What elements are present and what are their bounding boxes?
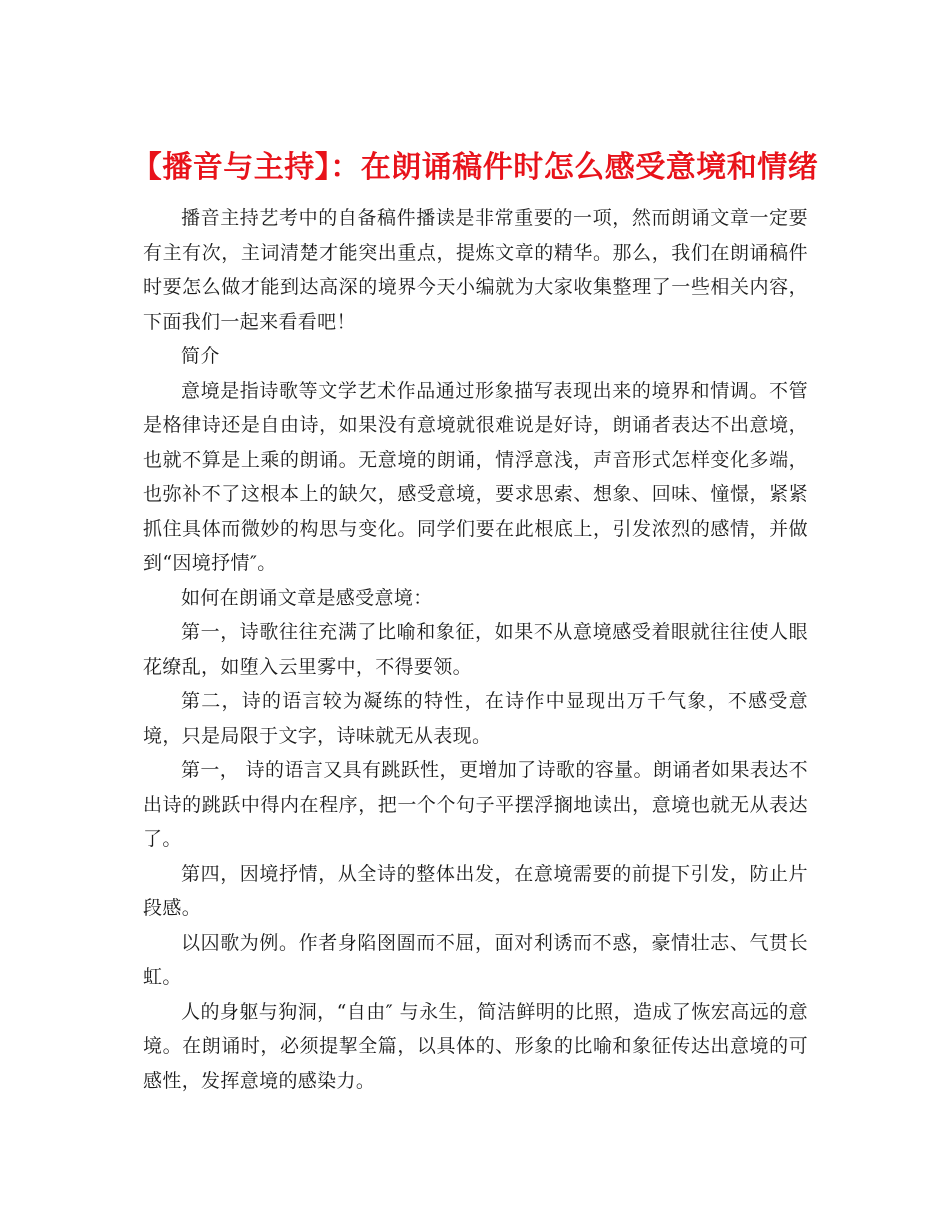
paragraph-analysis: 人的身躯与狗洞，“自由″ 与永生，简洁鲜明的比照，造成了恢宏高远的意境。在朗诵时，必须提挈全篇，以具体的、形象的比喻和象征传达出意境的可感性，发挥意境的感染力。 bbox=[143, 1000, 808, 1092]
paragraph-point-4: 第四，因境抒情，从全诗的整体出发，在意境需要的前提下引发，防止片段感。 bbox=[143, 862, 808, 919]
paragraph-intro: 播音主持艺考中的自备稿件播读是非常重要的一项，然而朗诵文章一定要有主有次，主词清楚才能突出重点，提炼文章的精华。那么，我们在朗诵稿件时要怎么做才能到达高深的境界今天小编就为大家收集整理了一些相关内容，下面我们一起来看看吧！ bbox=[143, 207, 808, 333]
paragraph-definition: 意境是指诗歌等文学艺术作品通过形象描写表现出来的境界和情调。不管是格律诗还是自由诗，如果没有意境就很难说是好诗，朗诵者表达不出意境，也就不算是上乘的朗诵。无意境的朗诵，情浮意浅，声音形式怎样变化多端，也弥补不了这根本上的缺欠，感受意境，要求思索、想象、回味、憧憬，紧紧抓住具体而微妙的构思与变化。同学们要在此根底上，引发浓烈的感情，并做到“因境抒情″。 bbox=[143, 379, 808, 574]
paragraph-point-2: 第二，诗的语言较为凝练的特性，在诗作中显现出万千气象，不感受意境，只是局限于文字，诗味就无从表现。 bbox=[143, 690, 808, 747]
article-body bbox=[143, 201, 808, 1098]
page-title: 【播音与主持】：在朗诵稿件时怎么感受意境和情绪 bbox=[131, 150, 819, 186]
paragraph-point-3: 第一， 诗的语言又具有跳跃性，更增加了诗歌的容量。朗诵者如果表达不出诗的跳跃中得内在程序，把一个个句子平摆浮搁地读出，意境也就无从表达了。 bbox=[143, 759, 808, 850]
paragraph-question: 如何在朗诵文章是感受意境： bbox=[181, 586, 433, 609]
paragraph-section-heading: 简介 bbox=[181, 345, 220, 367]
paragraph-point-1: 第一，诗歌往往充满了比喻和象征，如果不从意境感受着眼就往往使人眼花缭乱，如堕入云里雾中，不得要领。 bbox=[143, 621, 808, 678]
paragraph-example: 以囚歌为例。作者身陷囹圄而不屈，面对利诱而不惑，豪情壮志、气贯长虹。 bbox=[143, 931, 808, 988]
